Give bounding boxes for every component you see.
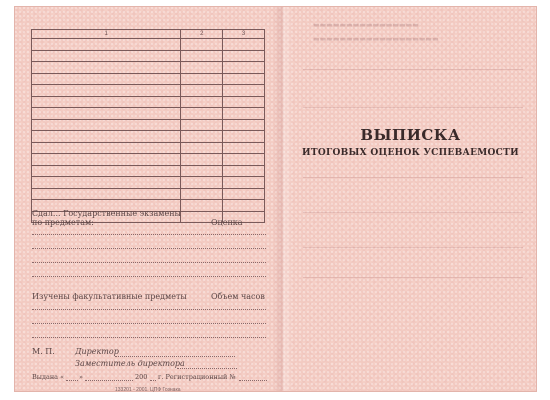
table-cell: [32, 165, 181, 177]
stamp-label: М. П.: [32, 347, 55, 356]
registration-label: г. Регистрационный №: [158, 373, 236, 381]
table-cell: [223, 131, 265, 143]
elective-line-1: [32, 309, 266, 310]
show-through-top: ▬▬▬▬▬▬▬▬▬▬▬▬▬▬▬▬: [313, 21, 419, 29]
issued-month-line: [85, 380, 133, 381]
show-through-rule-4: [303, 212, 523, 213]
table-cell: [223, 85, 265, 97]
table-cell: [181, 73, 223, 85]
table-cell: [223, 62, 265, 74]
issued-quote: »: [79, 373, 83, 381]
director-signature-line: [115, 356, 235, 357]
exam-grade-label: Оценка: [211, 218, 243, 227]
table-cell: [32, 177, 181, 189]
table-cell: [223, 154, 265, 166]
table-row: [32, 165, 265, 177]
issued-year: 200: [135, 373, 148, 381]
table-row: [32, 177, 265, 189]
exam-line-1: [32, 234, 266, 235]
exam-line-2: [32, 248, 266, 249]
table-cell: [181, 131, 223, 143]
document-subtitle: ИТОГОВЫХ ОЦЕНОК УСПЕВАЕМОСТИ: [302, 148, 519, 158]
table-cell: [181, 154, 223, 166]
deputy-director-label: Заместитель директора: [75, 359, 185, 368]
table-cell: [181, 200, 223, 212]
table-cell: [181, 50, 223, 62]
table-cell: [223, 96, 265, 108]
table-row: [32, 85, 265, 97]
elective-line-2: [32, 323, 266, 324]
show-through-rule-2: [303, 107, 523, 108]
table-cell: [32, 73, 181, 85]
table-cell: [181, 39, 223, 51]
electives-heading: Изучены факультативные предметы: [32, 292, 187, 301]
issued-day-line: [66, 380, 78, 381]
table-row: [32, 96, 265, 108]
table-cell: [32, 142, 181, 154]
table-cell: [181, 85, 223, 97]
table-row: [32, 50, 265, 62]
right-page: [283, 7, 538, 391]
table-cell: [181, 119, 223, 131]
table-row: [32, 39, 265, 51]
table-row: [32, 73, 265, 85]
deputy-signature-line: [177, 368, 237, 369]
issued-year-line: [150, 380, 156, 381]
print-footer: 133201 - 2001. ЦПФ Гознака: [115, 387, 181, 393]
table-cell: [223, 39, 265, 51]
table-header-row: [32, 30, 265, 39]
table-row: [32, 62, 265, 74]
table-cell: [32, 119, 181, 131]
left-page: [15, 7, 277, 391]
table-row: [32, 131, 265, 143]
document-spread: [14, 6, 537, 392]
table-row: [32, 154, 265, 166]
table-cell: [32, 188, 181, 200]
registration-number-line: [239, 380, 267, 381]
table-cell: [223, 177, 265, 189]
director-label: Директор: [75, 347, 119, 356]
exam-line-4: [32, 276, 266, 277]
table-row: [32, 142, 265, 154]
show-through-rule-6: [303, 277, 523, 278]
elective-line-3: [32, 337, 266, 338]
table-cell: [223, 165, 265, 177]
show-through-rule-1: [303, 69, 523, 70]
table-cell: [32, 131, 181, 143]
hours-label: Объем часов: [211, 292, 265, 301]
table-cell: [181, 108, 223, 120]
table-row: [32, 188, 265, 200]
table-cell: [181, 62, 223, 74]
table-cell: [181, 188, 223, 200]
column-header-subject: 1: [32, 30, 181, 39]
exams-subheading: по предметам:: [32, 218, 94, 227]
table-cell: [181, 177, 223, 189]
table-row: [32, 119, 265, 131]
document-title: ВЫПИСКА: [360, 126, 461, 144]
exam-line-3: [32, 262, 266, 263]
column-header-grade-final: 3: [223, 30, 265, 39]
table-cell: [223, 50, 265, 62]
table-cell: [181, 96, 223, 108]
table-cell: [32, 62, 181, 74]
table-cell: [32, 85, 181, 97]
show-through-line-2: ▬▬▬▬▬▬▬▬▬▬▬▬▬▬▬▬▬▬▬: [313, 35, 439, 43]
show-through-rule-5: [303, 247, 523, 248]
grades-table: [31, 29, 265, 223]
show-through-rule-3: [303, 177, 523, 178]
table-cell: [32, 108, 181, 120]
exams-heading: Сдал... Государственные экзамены: [32, 209, 181, 218]
table-cell: [181, 142, 223, 154]
column-header-grade-year: 2: [181, 30, 223, 39]
table-cell: [223, 188, 265, 200]
table-row: [32, 108, 265, 120]
table-cell: [181, 165, 223, 177]
table-cell: [223, 200, 265, 212]
table-cell: [223, 142, 265, 154]
table-cell: [32, 154, 181, 166]
table-cell: [32, 96, 181, 108]
table-cell: [32, 50, 181, 62]
table-cell: [32, 39, 181, 51]
table-cell: [223, 73, 265, 85]
table-cell: [223, 108, 265, 120]
table-cell: [223, 119, 265, 131]
issued-label: Выдана «: [32, 373, 65, 381]
